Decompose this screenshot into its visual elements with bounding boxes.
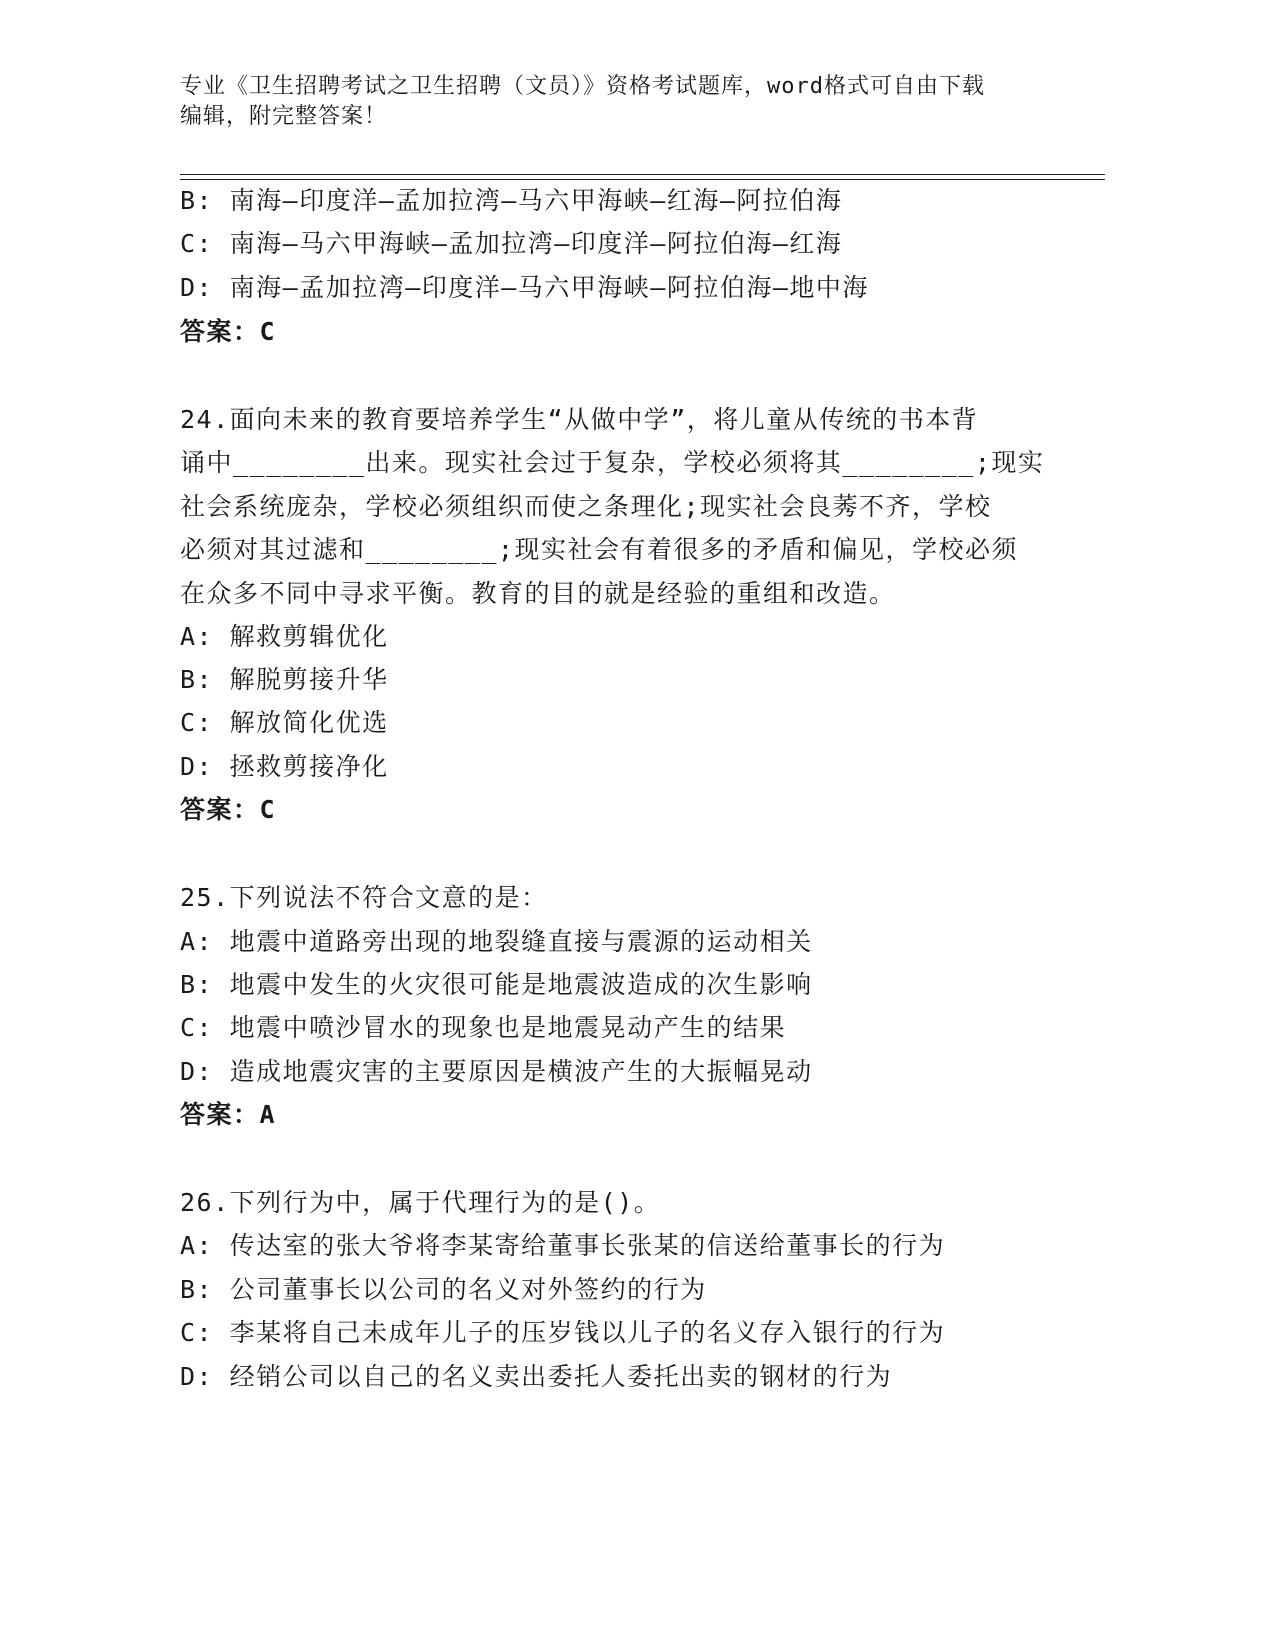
q25-option-b: B: 地震中发生的火灾很可能是地震波造成的次生影响 (180, 970, 813, 999)
q25-option-a: A: 地震中道路旁出现的地裂缝直接与震源的运动相关 (180, 927, 813, 956)
q24-stem-line-2: 诵中________出来。现实社会过于复杂，学校必须将其________;现实 (180, 448, 1045, 477)
document-header (180, 72, 1080, 132)
q24-stem-line-1: 24.面向未来的教育要培养学生“从做中学”，将儿童从传统的书本背 (180, 405, 979, 434)
q24-option-a: A: 解救剪辑优化 (180, 622, 389, 651)
q26-option-d: D: 经销公司以自己的名义卖出委托人委托出卖的钢材的行为 (180, 1362, 893, 1391)
q24-stem-line-3: 社会系统庞杂，学校必须组织而使之条理化;现实社会良莠不齐，学校 (180, 492, 992, 521)
q25-option-c: C: 地震中喷沙冒水的现象也是地震晃动产生的结果 (180, 1013, 787, 1042)
q24-stem-line-5: 在众多不同中寻求平衡。教育的目的就是经验的重组和改造。 (180, 579, 896, 608)
q24-option-d: D: 拯救剪接净化 (180, 752, 389, 781)
q24-answer: 答案：C (180, 795, 277, 824)
header-line-2: 编辑，附完整答案！ (180, 104, 388, 129)
q25-answer: 答案：A (180, 1100, 277, 1129)
q23-answer: 答案：C (180, 317, 277, 346)
header-line-1: 专业《卫生招聘考试之卫生招聘（文员）》资格考试题库，word格式可自由下载 (180, 74, 985, 99)
header-divider (180, 174, 1105, 180)
q25-option-d: D: 造成地震灾害的主要原因是横波产生的大振幅晃动 (180, 1057, 813, 1086)
q26-stem: 26.下列行为中，属于代理行为的是()。 (180, 1188, 661, 1217)
q24-option-c: C: 解放简化优选 (180, 708, 389, 737)
q23-option-b: B: 南海—印度洋—孟加拉湾—马六甲海峡—红海—阿拉伯海 (180, 186, 843, 215)
q24-stem-line-4: 必须对其过滤和________;现实社会有着很多的矛盾和偏见，学校必须 (180, 535, 1018, 564)
q23-option-d: D: 南海—孟加拉湾—印度洋—马六甲海峡—阿拉伯海—地中海 (180, 273, 869, 302)
q26-option-c: C: 李某将自己未成年儿子的压岁钱以儿子的名义存入银行的行为 (180, 1318, 946, 1347)
q23-option-c: C: 南海—马六甲海峡—孟加拉湾—印度洋—阿拉伯海—红海 (180, 229, 843, 258)
q26-option-b: B: 公司董事长以公司的名义对外签约的行为 (180, 1275, 707, 1304)
q24-option-b: B: 解脱剪接升华 (180, 665, 389, 694)
q26-option-a: A: 传达室的张大爷将李某寄给董事长张某的信送给董事长的行为 (180, 1231, 946, 1260)
q25-stem: 25.下列说法不符合文意的是： (180, 883, 548, 912)
